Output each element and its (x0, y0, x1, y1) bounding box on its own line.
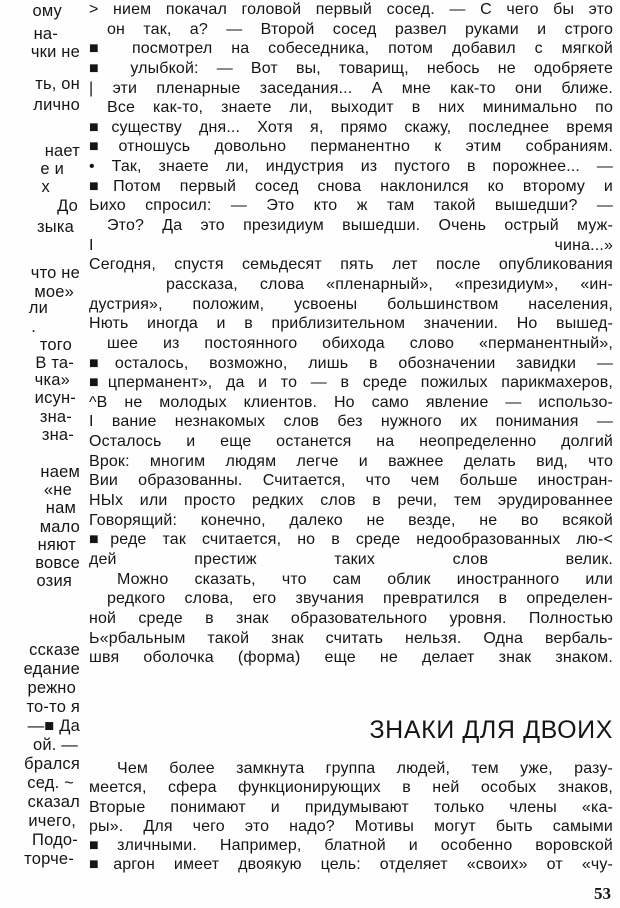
text-line: > нием покачал головой первый сосед. — С чего бы это (89, 1, 613, 18)
left-fragment: Подо- (32, 831, 78, 849)
text-line: ■осталось, возможно, лишь в обозначении завидки — (89, 354, 613, 372)
left-fragment: на- (33, 25, 58, 43)
left-fragment: режно (27, 679, 76, 697)
left-margin-fragments (0, 0, 82, 908)
left-fragment: зна- (39, 408, 72, 426)
left-fragment: исун- (34, 389, 76, 407)
text-line: ■Потом первый сосед снова наклонился ко второму и (89, 177, 613, 195)
left-fragment: В та- (35, 354, 74, 372)
left-fragment: «не (43, 481, 72, 499)
left-fragment: чка» (34, 371, 70, 389)
left-fragment: ой. — (32, 736, 78, 754)
text-line: Можно сказать, что сам облик иностранного или (117, 570, 613, 588)
main-text-column (89, 0, 613, 668)
left-fragment: нает (44, 142, 80, 160)
left-fragment: сказал (27, 793, 80, 811)
text-line: ры». Для чего это надо? Мотивы могут быть самыми (89, 817, 613, 835)
left-fragment: ичего, (28, 812, 76, 830)
page-number: 53 (594, 884, 611, 903)
left-fragment: что не (30, 264, 80, 282)
text-line: НЫх или просто редких слов в речи, тем эрудированнее (89, 492, 613, 510)
left-fragment: зна- (41, 426, 74, 444)
text-line: • Так, знаете ли, индустрия из пустого в порожнее... — (89, 158, 613, 176)
text-line: он так, а? — Второй сосед развел руками и строго (107, 20, 613, 38)
text-line: ^В не молодых клиентов. Но само явление — использо- (89, 393, 613, 411)
left-fragment: зыка (37, 218, 74, 236)
text-line: Ьихо спросил: — Это кто ж там такой вышедши? — (89, 197, 613, 215)
text-line: швя оболочка (форма) еще не делает знак знаком. (89, 649, 613, 667)
left-fragment: то-то я (26, 698, 80, 716)
text-line: ■отношусь довольно перманентно к этим собраниям. (89, 138, 613, 156)
left-fragment: ому (32, 2, 62, 20)
left-fragment: ть, он (35, 75, 80, 93)
text-line: ■ улыбкой: — Вот вы, товарищ, небось не одобряете (89, 59, 613, 77)
left-fragment: того (39, 336, 72, 354)
text-line: ■существу дня... Хотя я, прямо скажу, последнее время (89, 118, 613, 136)
text-line: шее из постоянного обихода слово «перманентный», (107, 334, 613, 352)
left-fragment: х (41, 178, 50, 196)
left-fragment: е и (40, 160, 64, 178)
text-line: ■зличными. Например, блатной и особенно воровской (89, 837, 613, 855)
second-section-column (89, 759, 613, 875)
text-line: Вии образованны. Считается, что чем больше иностран- (89, 472, 613, 490)
text-line: дустрия», положим, усвоены большинством населения, (89, 295, 613, 313)
left-fragment: —■ Да (27, 717, 80, 735)
text-line: Чем более замкнута группа людей, тем уже, разу- (117, 760, 613, 777)
left-fragment: мое» (34, 283, 74, 301)
left-fragment: торче- (24, 850, 74, 868)
left-fragment: озия (36, 572, 72, 590)
text-line: меется, сфера функционирующих в ней особых знаков, (89, 779, 613, 797)
text-line: Осталось и еще останется на неопределенно долгий (89, 433, 613, 451)
left-fragment: ссказе (29, 641, 80, 659)
left-fragment: лично (33, 96, 80, 114)
left-fragment: . (31, 318, 36, 336)
text-line: ■реде так считается, но в среде недообразованных лю-< (89, 531, 613, 549)
text-line: | эти пленарные заседания... А мне как-то они ближе. (89, 79, 613, 97)
text-line: Говорящий: конечно, далеко не везде, не во всякой (89, 511, 613, 529)
text-line: Это? Да это президиум вышедши. Очень острый муж- (107, 217, 613, 235)
section-heading: ЗНАКИ ДЛЯ ДВОИХ (369, 716, 613, 744)
text-line: ■ посмотрел на собеседника, потом добавил с мягкой (89, 40, 613, 58)
left-fragment: мало (39, 518, 80, 536)
text-line: I вание незнакомых слов без нужного их понимания — (89, 413, 613, 431)
text-line: Все как-то, знаете ли, выходит в них минимально по (107, 99, 613, 117)
text-line: ■аргон имеет двоякую цель: отделяет «своих» от «чу- (89, 856, 613, 874)
text-line: рассказа, слова «пленарный», «президиум», «ин- (166, 275, 613, 293)
left-fragment: брался (24, 755, 80, 773)
left-fragment: сед. ~ (27, 774, 74, 792)
left-fragment: ли (28, 299, 48, 317)
left-fragment: нам (45, 499, 76, 517)
text-line: ной среде в знак образовательного уровня. Полностью (89, 609, 613, 627)
text-line: дей престиж таких слов велик. (89, 550, 613, 568)
left-fragment: няют (37, 536, 76, 554)
text-line: Нють иногда и в приблизительном значении. Но вышед- (89, 315, 613, 333)
text-line: Сегодня, спустя семьдесят пять лет после опубликования (89, 256, 613, 274)
text-line: ■цперманент», да и то — в среде пожилых парикмахеров, (89, 374, 613, 392)
text-line: Ь«рбальным такой знак считать нельзя. Одна вербаль- (89, 629, 613, 647)
text-line: I чина...» (89, 236, 613, 254)
left-fragment: чки не (30, 43, 80, 61)
left-fragment: вовсе (35, 554, 80, 572)
text-line: Вторые понимают и придумывают только члены «ка- (89, 798, 613, 816)
left-fragment: До (57, 197, 78, 215)
left-fragment: едание (23, 660, 80, 678)
text-line: редкого слова, его звучания превратился в определен- (107, 590, 613, 608)
left-fragment: наем (40, 463, 80, 481)
text-line: Врок: многим людям легче и важнее делать вид, что (89, 452, 613, 470)
